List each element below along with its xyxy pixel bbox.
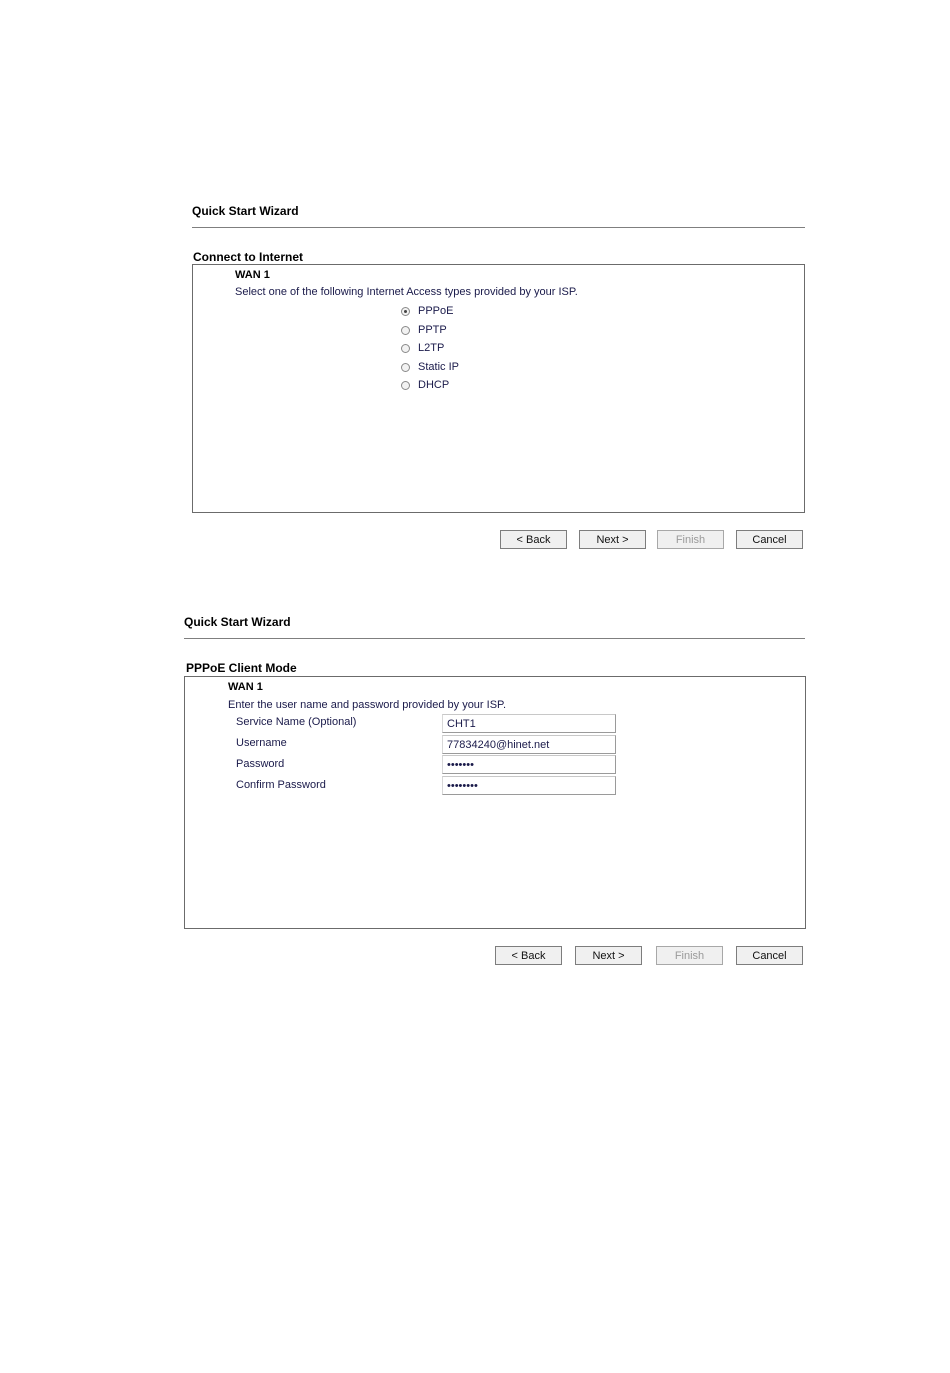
radio-option-static-ip[interactable] [401, 358, 459, 376]
radio-option-pppoe[interactable] [401, 302, 453, 320]
confirm-password-input[interactable]: •••••••• [442, 776, 616, 795]
password-input[interactable]: ••••••• [442, 755, 616, 774]
wizard2-wan-label: WAN 1 [228, 681, 263, 693]
radio-button-pptp[interactable] [401, 326, 410, 335]
radio-label-pptp: PPTP [418, 324, 447, 336]
radio-label-pppoe: PPPoE [418, 305, 454, 317]
wizard2-next-button[interactable]: Next > [575, 946, 642, 965]
wizard1-finish-button[interactable]: Finish [657, 530, 724, 549]
wizard2-finish-button[interactable]: Finish [656, 946, 723, 965]
wizard1-content-box [192, 264, 805, 513]
password-label: Password [236, 758, 285, 770]
service-name-label: Service Name (Optional) [236, 716, 357, 728]
wizard1-title-divider [192, 227, 805, 228]
radio-option-pptp[interactable] [401, 321, 447, 339]
wizard2-title-divider [184, 638, 805, 639]
radio-button-dhcp[interactable] [401, 381, 410, 390]
radio-button-pppoe[interactable] [401, 307, 410, 316]
radio-button-l2tp[interactable] [401, 344, 410, 353]
radio-label-l2tp: L2TP [418, 342, 445, 354]
confirm-password-label: Confirm Password [236, 779, 326, 791]
service-name-input[interactable]: CHT1 [442, 714, 616, 733]
wizard1-cancel-button[interactable]: Cancel [736, 530, 803, 549]
username-label: Username [236, 737, 287, 749]
radio-label-static-ip: Static IP [418, 361, 459, 373]
wizard2-content-box [184, 676, 806, 929]
wizard2-cancel-button[interactable]: Cancel [736, 946, 803, 965]
wizard1-back-button[interactable]: < Back [500, 530, 567, 549]
wizard1-next-button[interactable]: Next > [579, 530, 646, 549]
radio-button-static-ip[interactable] [401, 363, 410, 372]
wizard2-instruction: Enter the user name and password provided by your ISP. [228, 699, 507, 711]
wizard2-title: Quick Start Wizard [184, 615, 291, 629]
username-input[interactable]: 77834240@hinet.net [442, 735, 616, 754]
wizard1-instruction: Select one of the following Internet Access types provided by your ISP. [235, 286, 578, 298]
radio-option-dhcp[interactable] [401, 376, 449, 394]
wizard1-title: Quick Start Wizard [192, 204, 299, 218]
radio-option-l2tp[interactable] [401, 339, 444, 357]
radio-label-dhcp: DHCP [418, 379, 450, 391]
wizard2-section-label: PPPoE Client Mode [186, 661, 297, 675]
wizard2-back-button[interactable]: < Back [495, 946, 562, 965]
wizard1-section-label: Connect to Internet [193, 250, 303, 264]
wizard1-wan-label: WAN 1 [235, 269, 270, 281]
